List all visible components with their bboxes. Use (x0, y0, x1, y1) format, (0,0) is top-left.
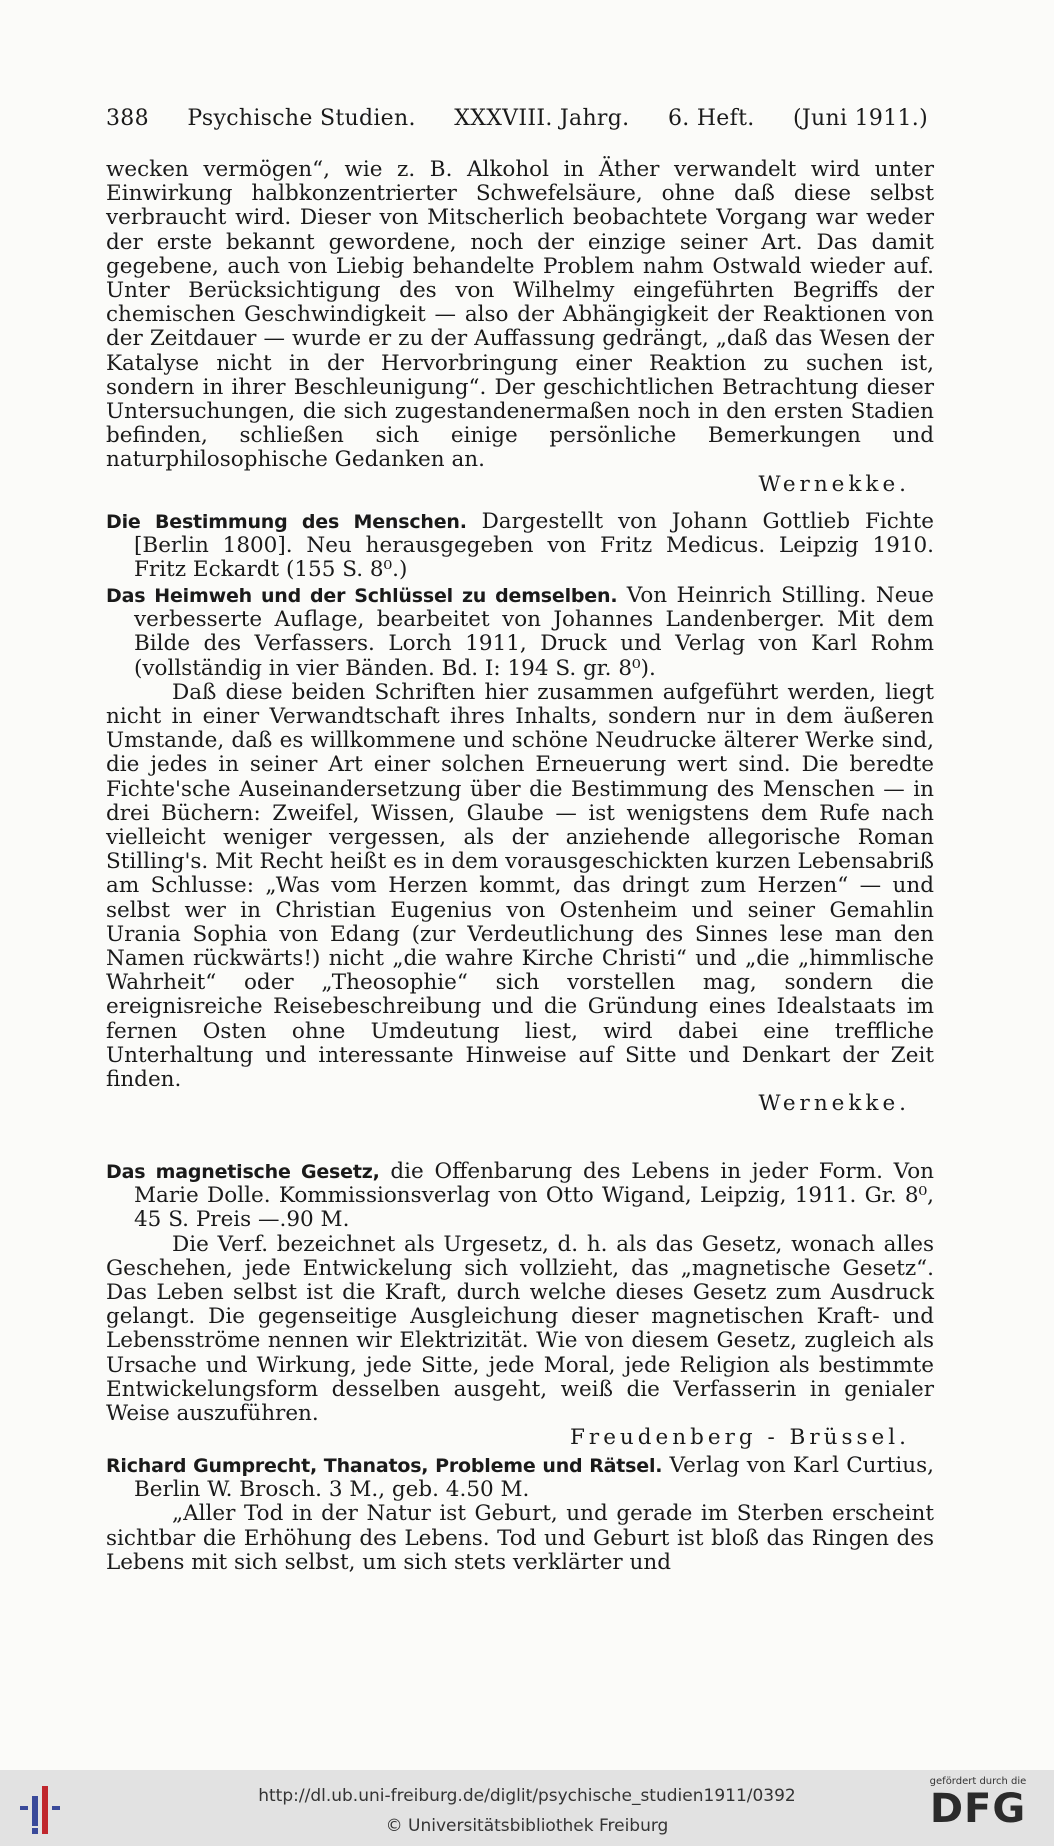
signature: Freudenberg - Brüssel. (570, 1425, 910, 1451)
page-permalink[interactable]: http://dl.ub.uni-freiburg.de/diglit/psychische_studien1911/0392 (258, 1786, 796, 1806)
review-magnetische-gesetz (106, 1160, 934, 1450)
review-citation: Verlag von Karl Curtius, Berlin W. Brosch. 3 M., geb. 4.50 M. (134, 1453, 934, 1503)
review-body: Die Verf. bezeichnet als Urgesetz, d. h. als das Gesetz, wonach alles Geschehen, jede Entwickelung sich vollzieht, das „magnetische Gesetz“. Das Leben selbst ist die Kraft, durch welche dieses Gesetz zum Ausdruck gelangt. Die gegenseitige Ausgleichung dieser magnetischen Kraft- und Lebensströme nennen wir Elektrizität. Wie von diesem Gesetz, zugleich als Ursache und Wirkung, jede Sitte, jede Moral, jede Religion als bestimmte Entwickelungsform desselben ausgeht, weiß die Verfasserin in genialer Weise auszuführen. (106, 1231, 934, 1427)
running-header (106, 106, 928, 131)
review-citation: Von Heinrich Stilling. Neue verbesserte Auflage, bearbeitet von Johannes Landenberger. Mit dem Bilde des Verfassers. Lorch 1911, Druck und Verlag von Karl Rohm (vollständig in vier Bänden. Bd. I: 194 S. gr. 8⁰). (134, 583, 934, 681)
journal-name: Psychische Studien. (187, 106, 416, 131)
dfg-logo (916, 1776, 1040, 1842)
paragraph-continuation (106, 158, 934, 497)
dfg-wordmark: DFG (929, 1786, 1027, 1832)
review-thanatos (106, 1454, 934, 1575)
review-title: Richard Gumprecht, Thanatos, Probleme und Rätsel. (106, 1455, 663, 1477)
issue-date: (Juni 1911.) (793, 106, 928, 131)
viewer-footer (0, 1770, 1054, 1846)
review-title: Das Heimweh und der Schlüssel zu demselben. (106, 585, 618, 607)
copyright-notice: © Universitätsbibliothek Freiburg (385, 1816, 669, 1836)
issue: 6. Heft. (667, 106, 755, 131)
review-citation: die Offenbarung des Lebens in jeder Form. Von Marie Dolle. Kommissionsverlag von Otto Wigand, Leipzig, 1911. Gr. 8⁰, 45 S. Preis —.90 M. (134, 1159, 934, 1233)
review-heimweh (106, 584, 934, 1116)
volume: XXXVIII. Jahrg. (454, 106, 630, 131)
review-bestimmung (106, 510, 934, 583)
review-title: Die Bestimmung des Menschen. (106, 511, 467, 533)
page-number: 388 (106, 106, 149, 131)
paragraph-text: wecken vermögen“, wie z. B. Alkohol in Äther verwandelt wird unter Einwirkung halbkonzentrierter Schwefelsäure, ohne daß diese selbst verbraucht wird. Dieser von Mitscherlich beobachtete Vorgang war weder der erste bekannt gewordene, noch der einzige seiner Art. Das damit gegebene, auch von Liebig behandelte Problem nahm Ostwald wieder auf. Unter Berücksichtigung des von Wilhelmy eingeführten Begriffs der chemischen Geschwindigkeit — also der Abhängigkeit der Reaktionen von der Zeitdauer — wurde er zu der Auffassung gedrängt, „daß das Wesen der Katalyse nicht in der Hervorbringung einer Reaktion zu suchen ist, sondern in ihrer Beschleunigung“. Der geschichtlichen Betrachtung dieser Untersuchungen, die sich zugestandenermaßen noch in den ersten Stadien befinden, schließen sich einige persönliche Bemerkungen und naturphilosophische Gedanken an. (106, 157, 934, 473)
review-body: „Aller Tod in der Natur ist Geburt, und gerade im Sterben erscheint sichtbar die Erhöhung des Lebens. Tod und Geburt ist bloß das Ringen des Lebens mit sich selbst, um sich stets verklärter und (106, 1501, 934, 1575)
review-body: Daß diese beiden Schriften hier zusammen aufgeführt werden, liegt nicht in einer Verwandtschaft ihres Inhalts, sondern nur in dem äußeren Umstande, daß es willkommene und schöne Neudrucke älterer Werke sind, die jedes in seiner Art einer solchen Erneuerung wert sind. Die beredte Fichte'sche Auseinandersetzung über die Bestimmung des Menschen — in drei Büchern: Zweifel, Wissen, Glaube — ist wenigstens dem Rufe nach vielleicht weniger vergessen, als der anziehende allegorische Roman Stilling's. Mit Recht heißt es in dem vorausgeschickten kurzen Lebensabriß am Schlusse: „Was vom Herzen kommt, das dringt zum Herzen“ — und selbst wer in Christian Eugenius von Ostenheim und seiner Gemahlin Urania Sophia von Edang (zur Verdeutlichung des Sinnes lese man den Namen rückwärts!) nicht „die wahre Kirche Christi“ und „die „himmlische Wahrheit“ oder „Theosophie“ sich vorstellen mag, sondern die ereignisreiche Reisebeschreibung und die Gründung eines Idealstaats im fernen Osten ohne Umdeutung liest, wird dabei eine treffliche Unterhaltung und interessante Hinweise auf Sitte und Denkart der Zeit finden. (106, 679, 934, 1093)
dfg-funding-note: gefördert durch die (929, 1776, 1027, 1787)
review-citation: Dargestellt von Johann Gottlieb Fichte [Berlin 1800]. Neu herausgegeben von Fritz Medicus. Leipzig 1910. Fritz Eckardt (155 S. 8⁰.) (134, 509, 934, 583)
signature: Wernekke. (758, 1091, 910, 1117)
review-title: Das magnetische Gesetz, (106, 1161, 380, 1183)
signature: Wernekke. (758, 471, 910, 497)
